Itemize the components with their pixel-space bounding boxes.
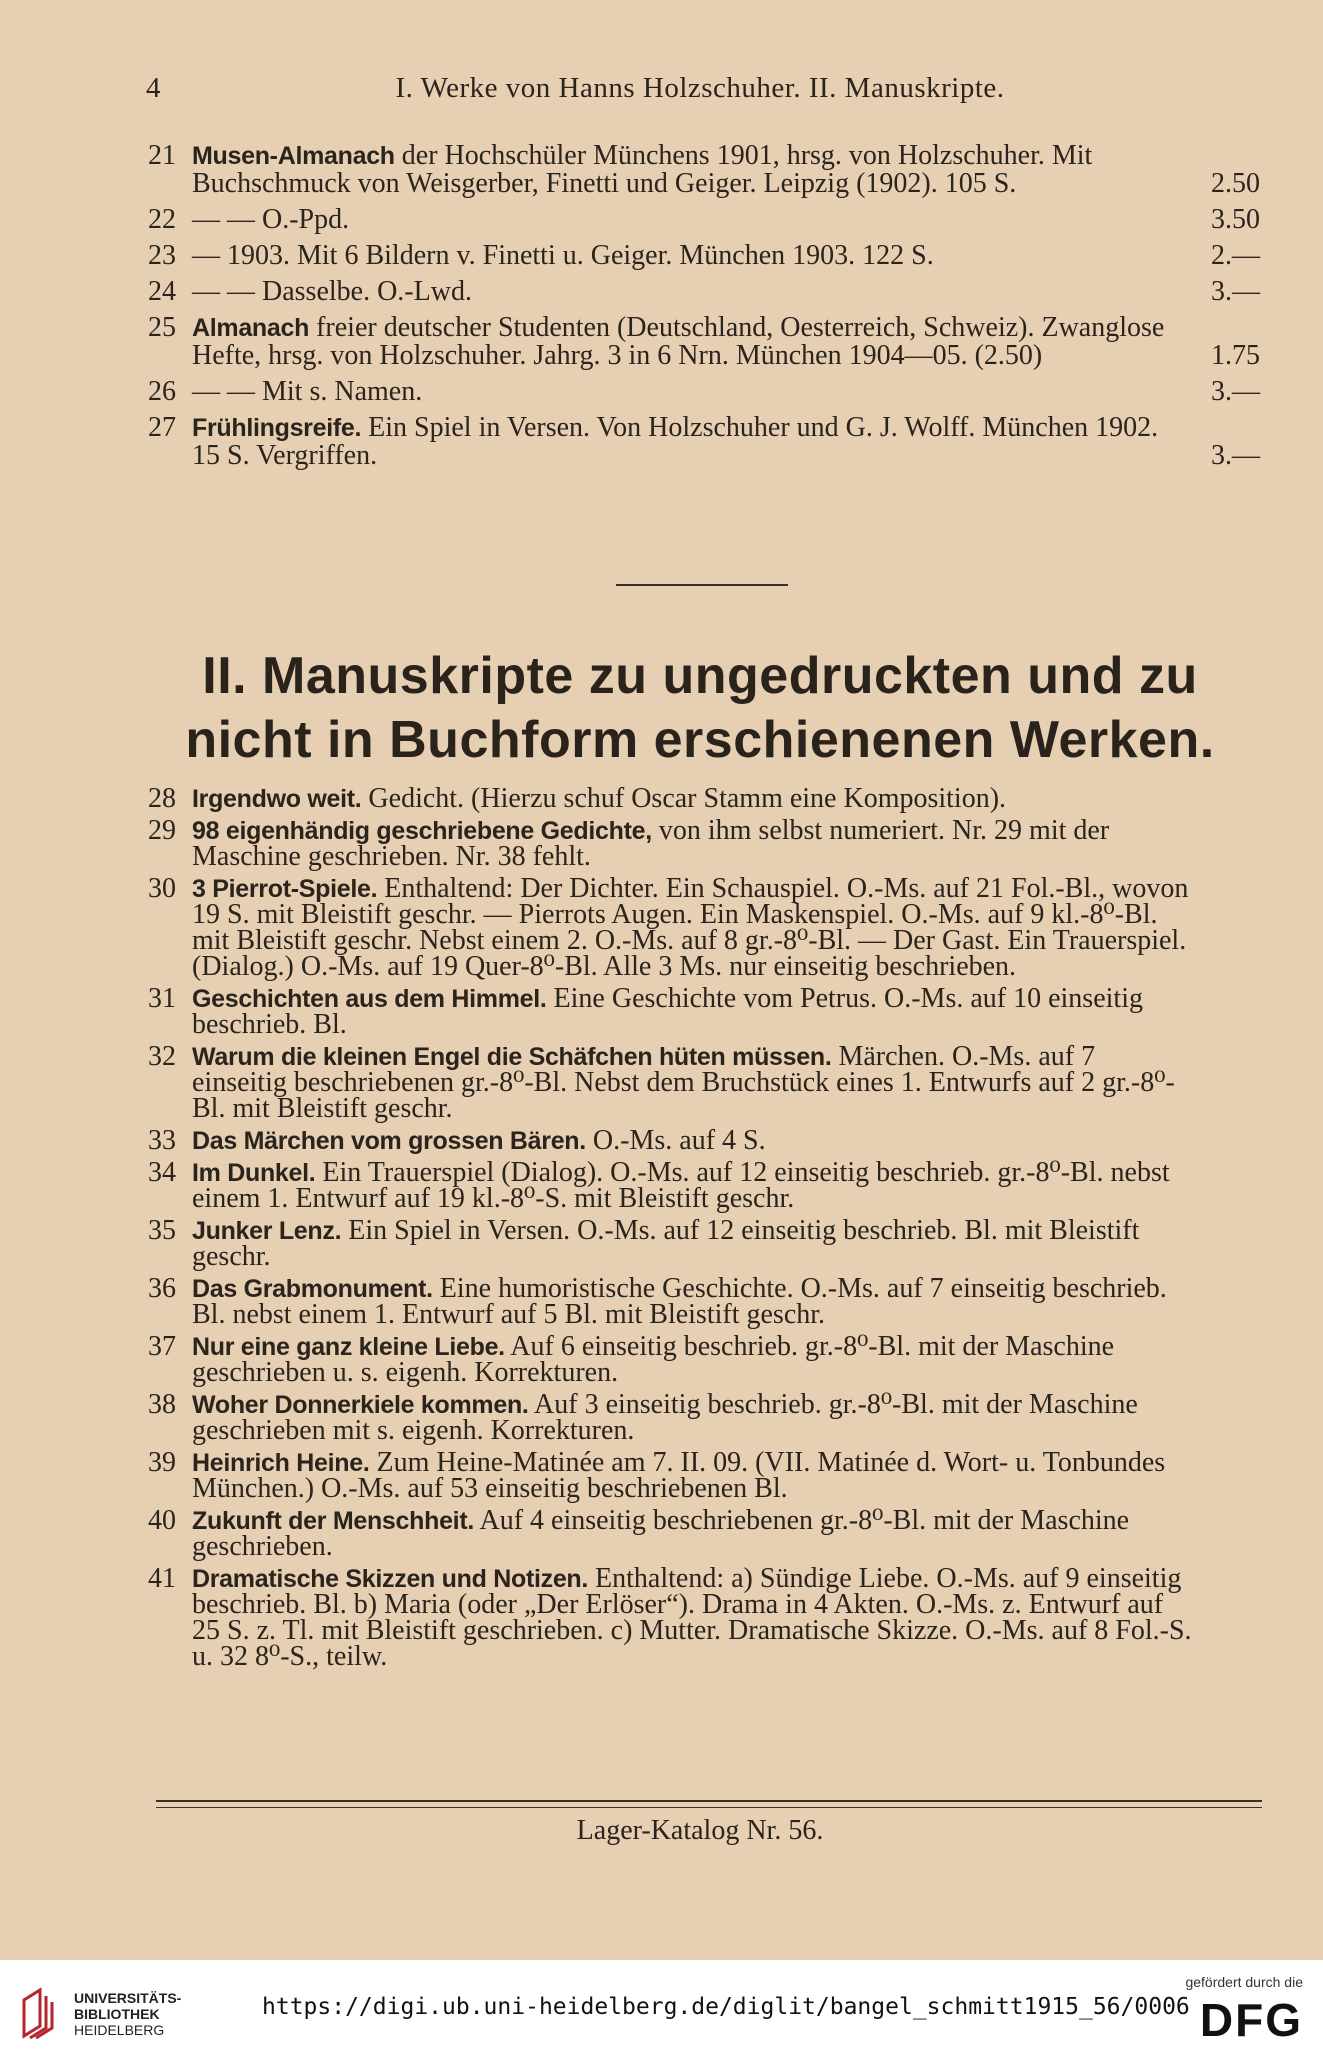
catalog-entry <box>140 414 1260 470</box>
entry-number: 25 <box>148 312 176 343</box>
logo-line-3: HEIDELBERG <box>74 2022 165 2038</box>
catalog-entry <box>140 314 1260 370</box>
entry-title: Zukunft der Menschheit. <box>192 1507 475 1535</box>
entry-price: 3.— <box>1211 440 1260 471</box>
catalog-entry <box>140 1389 1260 1446</box>
entry-description: Enthaltend: Der Dichter. Ein Schauspiel. O.-Ms. auf 21 Fol.-Bl., wovon 19 S. mit Bleistift geschr. — Pierrots Augen. Ein Maskenspiel. O.-Ms. auf 9 kl.-8⁰-Bl. mit Bleistift geschr. Nebst einem 2. O.-Ms. auf 8 gr.-8⁰-Bl. — Der Gast. Ein Trauerspiel. (Dialog.) O.-Ms. auf 19 Quer-8⁰-Bl. Alle 3 Ms. nur einseitig beschrieben. <box>192 873 1189 982</box>
catalog-entry <box>140 278 1260 306</box>
catalog-entry <box>140 1215 1260 1272</box>
catalog-entry <box>140 1447 1260 1504</box>
entry-description: Ein Spiel in Versen. Von Holzschuher und G. J. Wolff. München 1902. 15 S. Vergriffen. <box>192 412 1159 471</box>
entry-number: 38 <box>148 1389 176 1420</box>
entry-title: Heinrich Heine. <box>192 1449 370 1477</box>
catalog-entry <box>140 1563 1260 1672</box>
entry-title: Warum die kleinen Engel die Schäfchen hüten müssen. <box>192 1043 832 1071</box>
entry-price: 2.50 <box>1211 168 1260 199</box>
section1-entry-list <box>140 142 1260 478</box>
entry-description: Zum Heine-Matinée am 7. II. 09. (VII. Matinée d. Wort- u. Tonbundes München.) O.-Ms. auf 53 einseitig beschriebenen Bl. <box>192 1447 1166 1504</box>
entry-number: 23 <box>148 240 176 271</box>
entry-number: 34 <box>148 1157 176 1188</box>
entry-number: 24 <box>148 276 176 307</box>
entry-price: 1.75 <box>1211 340 1260 371</box>
entry-number: 22 <box>148 204 176 235</box>
entry-description: von ihm selbst numeriert. Nr. 29 mit der Maschine geschrieben. Nr. 38 fehlt. <box>192 815 1110 872</box>
catalog-entry <box>140 873 1260 982</box>
page-number: 4 <box>146 72 161 104</box>
dfg-logo[interactable]: DFG <box>1199 1994 1303 2046</box>
catalog-entry <box>140 1331 1260 1388</box>
entry-title: Musen-Almanach <box>192 142 395 170</box>
entry-description: Gedicht. (Hierzu schuf Oscar Stamm eine Komposition). <box>361 783 1007 814</box>
entry-number: 35 <box>148 1215 176 1246</box>
section-title: II. Manuskripte zu ungedruckten und zu nicht in Buchform erschienenen Werken. <box>185 647 1215 769</box>
permalink-url[interactable]: https://digi.ub.uni-heidelberg.de/diglit/bangel_schmitt1915_56/0006 <box>262 1994 1190 2020</box>
entry-description: Auf 3 einseitig beschrieb. gr.-8⁰-Bl. mit der Maschine geschrieben mit s. eigenh. Korrekturen. <box>192 1389 1138 1446</box>
entry-description: Ein Trauerspiel (Dialog). O.-Ms. auf 12 einseitig beschrieb. gr.-8⁰-Bl. nebst einem 1. Entwurf auf 19 kl.-8⁰-S. mit Bleistift geschr. <box>192 1157 1170 1214</box>
entry-title: 98 eigenhändig geschriebene Gedichte, <box>192 817 652 845</box>
catalog-entry <box>140 142 1260 198</box>
entry-number: 28 <box>148 783 176 814</box>
entry-description: der Hochschüler Münchens 1901, hrsg. von Holzschuher. Mit Buchschmuck von Weisgerber, Finetti und Geiger. Leipzig (1902). 105 S. <box>192 140 1093 199</box>
entry-title: Frühlingsreife. <box>192 414 362 442</box>
catalog-entry <box>140 783 1260 814</box>
entry-title: Das Märchen vom grossen Bären. <box>192 1127 586 1155</box>
catalog-footer: Lager-Katalog Nr. 56. <box>576 1815 824 1846</box>
entry-description: Ein Spiel in Versen. O.-Ms. auf 12 einseitig beschrieb. Bl. mit Bleistift geschr. <box>192 1215 1140 1272</box>
footer-rule <box>156 1800 1262 1808</box>
entry-title: Dramatische Skizzen und Notizen. <box>192 1565 589 1593</box>
entry-description: O.-Ms. auf 4 S. <box>585 1125 766 1156</box>
entry-price: 3.— <box>1211 376 1260 407</box>
entry-description: freier deutscher Studenten (Deutschland, Oesterreich, Schweiz). Zwanglose Hefte, hrsg. von Holzschuher. Jahrg. 3 in 6 Nrn. München 1904—05. (2.50) <box>192 312 1165 371</box>
entry-number: 30 <box>148 873 176 904</box>
entry-number: 37 <box>148 1331 176 1362</box>
entry-title: Almanach <box>192 314 310 342</box>
entry-number: 29 <box>148 815 176 846</box>
entry-number: 41 <box>148 1563 176 1594</box>
entry-number: 39 <box>148 1447 176 1478</box>
entry-title: 3 Pierrot-Spiele. <box>192 875 378 903</box>
catalog-entry <box>140 1157 1260 1214</box>
entry-description: — 1903. Mit 6 Bildern v. Finetti u. Geiger. München 1903. 122 S. <box>192 240 934 271</box>
catalog-entry <box>140 1273 1260 1330</box>
catalog-entry <box>140 242 1260 270</box>
entry-number: 26 <box>148 376 176 407</box>
entry-description: Eine humoristische Geschichte. O.-Ms. auf 7 einseitig beschrieb. Bl. nebst einem 1. Entwurf auf 5 Bl. mit Bleistift geschr. <box>192 1273 1167 1330</box>
catalog-entry <box>140 1505 1260 1562</box>
entry-number: 32 <box>148 1041 176 1072</box>
entry-number: 40 <box>148 1505 176 1536</box>
entry-title: Nur eine ganz kleine Liebe. <box>192 1333 505 1361</box>
catalog-entry <box>140 983 1260 1040</box>
catalog-entry <box>140 1125 1260 1156</box>
entry-title: Im Dunkel. <box>192 1159 316 1187</box>
header-title: I. Werke von Hanns Holzschuher. II. Manuskripte. <box>395 72 1005 104</box>
entry-number: 21 <box>148 140 176 171</box>
entry-description: Märchen. O.-Ms. auf 7 einseitig beschriebenen gr.-8⁰-Bl. Nebst dem Bruchstück eines 1. Entwurfs auf 2 gr.-8⁰-Bl. mit Bleistift geschr. <box>192 1041 1175 1124</box>
entry-price: 2.— <box>1211 240 1260 271</box>
entry-number: 36 <box>148 1273 176 1304</box>
entry-description: — — Dasselbe. O.-Lwd. <box>192 276 472 307</box>
entry-number: 33 <box>148 1125 176 1156</box>
section2-entry-list <box>140 783 1260 1676</box>
entry-description: — — O.-Ppd. <box>192 204 350 235</box>
university-library-logo-icon[interactable] <box>16 1986 62 2040</box>
catalog-entry <box>140 378 1260 406</box>
dfg-caption: gefördert durch die <box>1185 1974 1303 1990</box>
entry-description: — — Mit s. Namen. <box>192 376 423 407</box>
entry-title: Irgendwo weit. <box>192 785 362 813</box>
catalog-entry <box>140 206 1260 234</box>
university-library-logo-text <box>74 1990 181 2038</box>
entry-price: 3.50 <box>1211 204 1260 235</box>
catalog-entry <box>140 815 1260 872</box>
viewer-bottom-bar <box>0 1960 1323 2056</box>
entry-title: Das Grabmonument. <box>192 1275 433 1303</box>
section-divider <box>616 584 788 586</box>
entry-description: Enthaltend: a) Sündige Liebe. O.-Ms. auf 9 einseitig beschrieb. Bl. b) Maria (oder „Der Erlöser“). Drama in 4 Akten. O.-Ms. z. Entwurf auf 25 S. z. Tl. mit Bleistift geschrieben. c) Mutter. Dramatische Skizze. O.-Ms. auf 8 Fol.-S. u. 32 8⁰-S., teilw. <box>192 1563 1192 1672</box>
logo-line-1: UNIVERSITÄTS- <box>74 1990 182 2006</box>
entry-title: Junker Lenz. <box>192 1217 342 1245</box>
entry-description: Auf 4 einseitig beschriebenen gr.-8⁰-Bl. mit der Maschine geschrieben. <box>192 1505 1130 1562</box>
entry-description: Auf 6 einseitig beschrieb. gr.-8⁰-Bl. mit der Maschine geschrieben u. s. eigenh. Korrekturen. <box>192 1331 1115 1388</box>
entry-number: 31 <box>148 983 176 1014</box>
logo-line-2: BIBLIOTHEK <box>74 2006 160 2022</box>
entry-title: Geschichten aus dem Himmel. <box>192 985 547 1013</box>
entry-title: Woher Donnerkiele kommen. <box>192 1391 529 1419</box>
entry-price: 3.— <box>1211 276 1260 307</box>
entry-number: 27 <box>148 412 176 443</box>
entry-description: Eine Geschichte vom Petrus. O.-Ms. auf 10 einseitig beschrieb. Bl. <box>192 983 1143 1040</box>
catalog-entry <box>140 1041 1260 1124</box>
